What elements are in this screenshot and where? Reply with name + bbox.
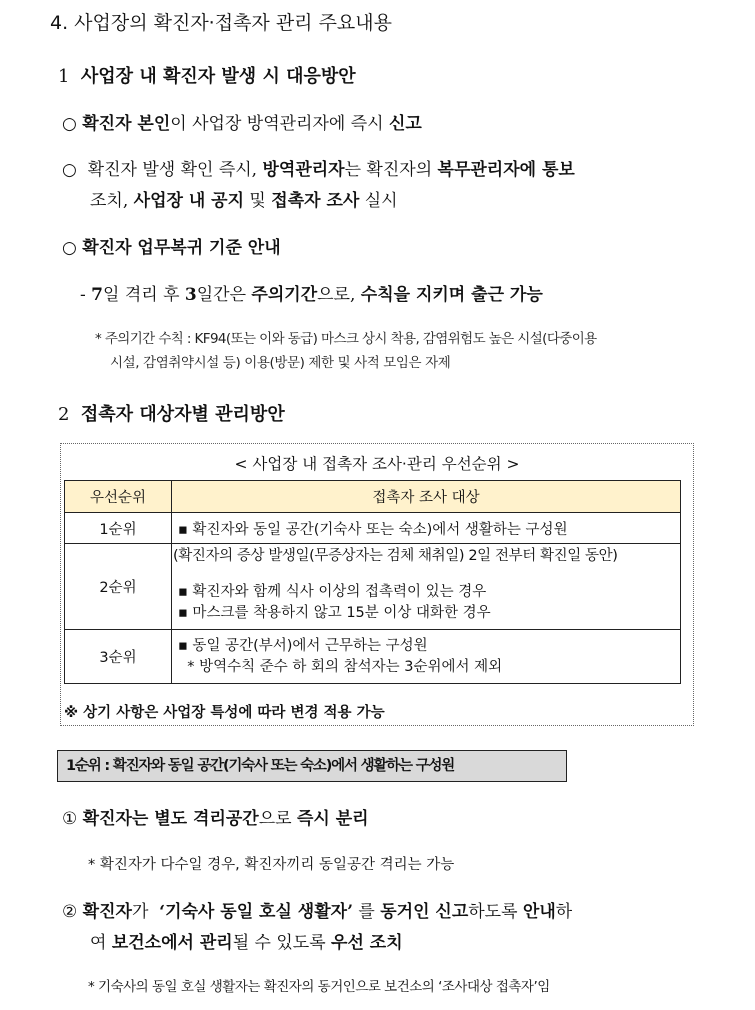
text: 및: [244, 191, 272, 211]
subsection-number: 1: [58, 66, 70, 87]
circled-one-icon: ①: [62, 809, 78, 829]
text-bold: 동거인 신고: [380, 902, 469, 922]
table-row: [65, 513, 681, 544]
step-1: [62, 804, 369, 829]
circle-bullet-icon: ○: [62, 114, 77, 134]
item-return-guide: [62, 233, 281, 258]
subsection-number: 2: [58, 404, 70, 425]
item-report: [62, 109, 422, 134]
text-bold: 확진자는 별도 격리공간: [82, 809, 259, 829]
text-bold: 7: [91, 285, 103, 305]
item-notify-line2: [90, 186, 398, 211]
text-bold: 확진자: [82, 902, 132, 922]
list-item: ▪ 확진자와 함께 식사 이상의 접촉력이 있는 경우: [178, 584, 487, 600]
text: 하도록: [468, 902, 523, 922]
text-bold: 주의기간: [251, 285, 318, 305]
rank-cell: 1순위: [65, 513, 172, 544]
subsection-title: 접촉자 대상자별 관리방안: [80, 404, 285, 425]
text: 될 수 있도록: [232, 933, 332, 953]
target-cell: ▪ 확진자와 동일 공간(기숙사 또는 숙소)에서 생활하는 구성원: [172, 513, 681, 544]
text: 는 확진자의: [344, 160, 438, 180]
text: 여: [90, 933, 112, 953]
target-cell: [172, 630, 681, 684]
text: 하: [555, 902, 573, 922]
period-note: (확진자의 증상 발생일(무증상자는 검체 채취일) 2일 전부터 확진일 동안): [173, 548, 618, 564]
step-2-note: * 기숙사의 동일 호실 생활자는 확진자의 동거인으로 보건소의 ‘조사대상 접촉자’임: [88, 979, 550, 995]
text-bold: 확진자 업무복귀 기준 안내: [82, 238, 281, 258]
list-item: ▪ 마스크를 착용하지 않고 15분 이상 대화한 경우: [178, 605, 491, 621]
asterisk: *: [95, 331, 102, 347]
text-bold: 안내: [522, 902, 556, 922]
item-notify-line1: [62, 155, 575, 180]
text: 이 사업장 방역관리자에 즉시: [170, 114, 389, 134]
section-title: 4. 사업장의 확진자·접촉자 관리 주요내용: [50, 12, 392, 34]
priority-table: [64, 480, 681, 684]
text: 를: [352, 902, 381, 922]
text-bold: ‘기숙사 동일 호실 생활자’: [159, 902, 353, 922]
text: 조치,: [90, 191, 134, 211]
text: 으로,: [317, 285, 361, 305]
priority1-highlight: 1순위 : 확진자와 동일 공간(기숙사 또는 숙소)에서 생활하는 구성원: [57, 750, 567, 782]
text-bold: 방역관리자: [262, 160, 345, 180]
text-bold: 사업장 내 공지: [133, 191, 245, 211]
table-row: [65, 544, 681, 630]
subsection-1-heading: [58, 62, 356, 88]
text-bold: 복무관리자에 통보: [437, 160, 575, 180]
text-bold: 확진자 본인: [82, 114, 171, 134]
text-bold: 즉시 분리: [296, 809, 369, 829]
text: 확진자 발생 확인 즉시,: [87, 160, 263, 180]
caution-note-line1: [95, 327, 597, 347]
column-header: 우선순위: [65, 481, 172, 513]
step-2-line1: [62, 897, 572, 922]
text: 일 격리 후: [103, 285, 185, 305]
text-bold: 3: [184, 285, 197, 305]
text-bold: 신고: [388, 114, 422, 134]
subsection-2-heading: [58, 400, 285, 426]
text: 가: [131, 902, 160, 922]
rank-cell: 2순위: [65, 544, 172, 630]
caution-note-line2: 시설, 감염취약시설 등) 이용(방문) 제한 및 사적 모임은 자제: [110, 355, 451, 371]
text-bold: 보건소에서 관리: [111, 933, 233, 953]
text: 으로: [258, 809, 297, 829]
circle-bullet-icon: ○: [62, 238, 77, 258]
list-item: ▪ 동일 공간(부서)에서 근무하는 구성원: [178, 637, 428, 654]
text: 일간은: [196, 285, 252, 305]
target-cell: [172, 544, 681, 630]
text: 실시: [359, 191, 398, 211]
text-bold: 우선 조치: [331, 933, 403, 953]
text: 주의기간 수칙 : KF94(또는 이와 동급) 마스크 상시 착용, 감염위험도 높은 시설(다중이용: [104, 331, 597, 347]
box-footnote: ※ 상기 사항은 사업장 특성에 따라 변경 적용 가능: [64, 705, 385, 721]
subsection-title: 사업장 내 확진자 발생 시 대응방안: [80, 66, 356, 87]
return-rule: [80, 280, 543, 305]
circle-bullet-icon: ○: [62, 160, 77, 180]
text-bold: 접촉자 조사: [271, 191, 360, 211]
step-2-line2: [90, 928, 403, 953]
table-header-row: [65, 481, 681, 513]
priority-box-title: < 사업장 내 접촉자 조사·관리 우선순위 >: [234, 455, 520, 473]
step-1-note: * 확진자가 다수일 경우, 확진자끼리 동일공간 격리는 가능: [88, 857, 455, 873]
column-header: 접촉자 조사 대상: [172, 481, 681, 513]
dash-bullet: -: [80, 285, 86, 305]
rank-cell: 3순위: [65, 630, 172, 684]
list-item-note: * 방역수칙 준수 하 회의 참석자는 3순위에서 제외: [178, 658, 503, 675]
circled-two-icon: ②: [62, 902, 78, 922]
table-row: [65, 630, 681, 684]
text-bold: 수칙을 지키며 출근 가능: [360, 285, 543, 305]
